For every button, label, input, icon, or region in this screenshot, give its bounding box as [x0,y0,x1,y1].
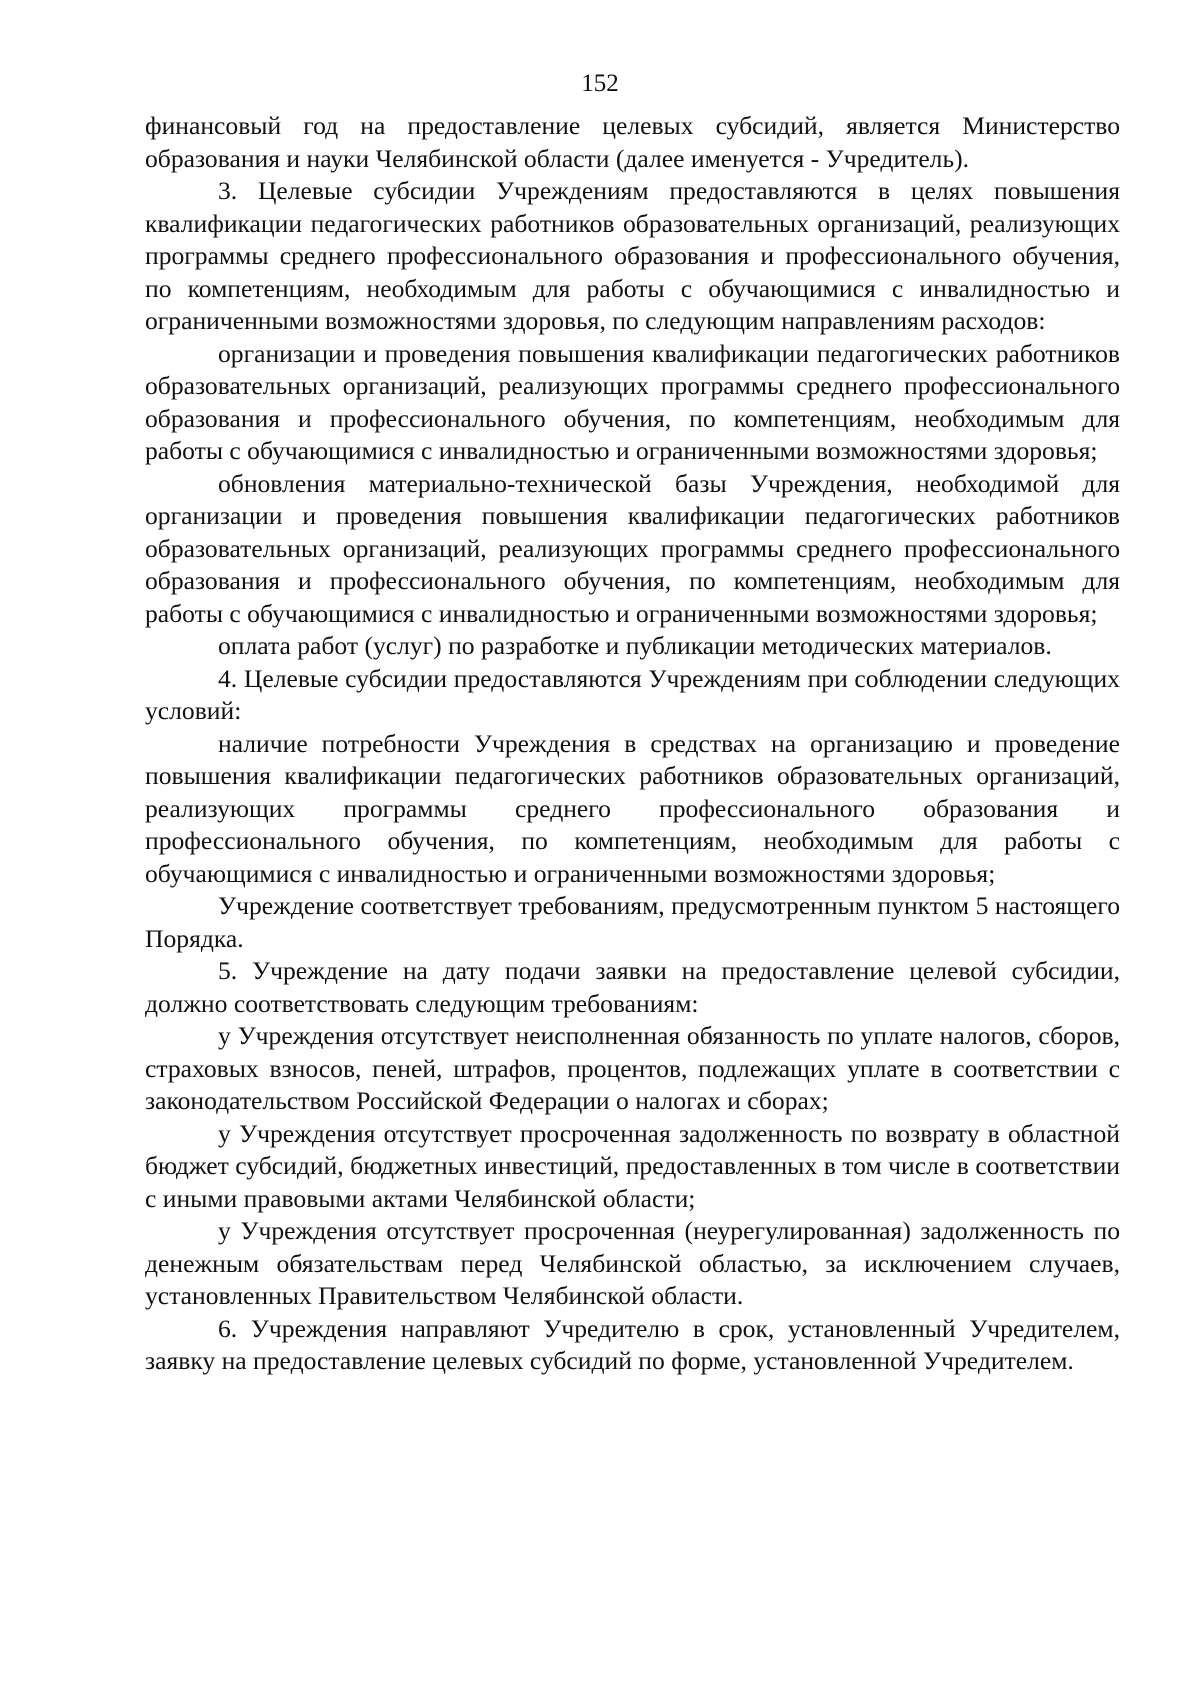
paragraph-direction-2: обновления материально-технической базы Учреждения, необходимой для организации и проведения повышения квалификации педагогических работников образовательных организаций, реализующих программы среднего профессионального образования и профессионального обучения, по компетенциям, необходимым для работы с обучающимися с инвалидностью и ограниченными возможностями здоровья; [145,468,1120,628]
paragraph-item-3: 3. Целевые субсидии Учреждениям предоставляются в целях повышения квалификации педагогических работников образовательных организаций, реализующих программы среднего профессионального образования и профессионального обучения, по компетенциям, необходимым для работы с обучающимися с инвалидностью и ограниченными возможностями здоровья, по следующим направлениям расходов: [145,176,1120,335]
paragraph-item-4: 4. Целевые субсидии предоставляются Учреждениям при соблюдении следующих условий: [145,663,1120,725]
page-number: 152 [581,70,619,97]
paragraph-condition-1: наличие потребности Учреждения в средствах на организацию и проведение повышения квалификации педагогических работников образовательных организаций, реализующих программы среднего профессионального образования и профессионального обучения, по компетенциям, необходимым для работы с обучающимися с инвалидностью и ограниченными возможностями здоровья; [145,728,1120,888]
paragraph-requirement-2: у Учреждения отсутствует просроченная задолженность по возврату в областной бюджет субсидий, бюджетных инвестиций, предоставленных в том числе в соответствии с иными правовыми актами Челябинской области; [145,1118,1120,1213]
document-body [145,110,1120,1378]
paragraph-item-5: 5. Учреждение на дату подачи заявки на предоставление целевой субсидии, должно соответствовать следующим требованиям: [145,956,1120,1018]
paragraph-item-6: 6. Учреждения направляют Учредителю в срок, установленный Учредителем, заявку на предоставление целевых субсидий по форме, установленной Учредителем. [145,1313,1120,1375]
paragraph-direction-1: организации и проведения повышения квалификации педагогических работников образовательных организаций, реализующих программы среднего профессионального образования и профессионального обучения, по компетенциям, необходимым для работы с обучающимися с инвалидностью и ограниченными возможностями здоровья; [145,338,1120,465]
paragraph-requirement-1: у Учреждения отсутствует неисполненная обязанность по уплате налогов, сборов, страховых взносов, пеней, штрафов, процентов, подлежащих уплате в соответствии с законодательством Российской Федерации о налогах и сборах; [145,1021,1120,1115]
paragraph-continuation: финансовый год на предоставление целевых субсидий, является Министерство образования и науки Челябинской области (далее именуется - Учредитель). [145,111,1120,173]
paragraph-direction-3: оплата работ (услуг) по разработке и публикации методических материалов. [218,631,1052,660]
paragraph-requirement-3: у Учреждения отсутствует просроченная (неурегулированная) задолженность по денежным обязательствам перед Челябинской областью, за исключением случаев, установленных Правительством Челябинской области. [145,1216,1120,1310]
paragraph-condition-2: Учреждение соответствует требованиям, предусмотренным пунктом 5 настоящего Порядка. [145,891,1120,953]
